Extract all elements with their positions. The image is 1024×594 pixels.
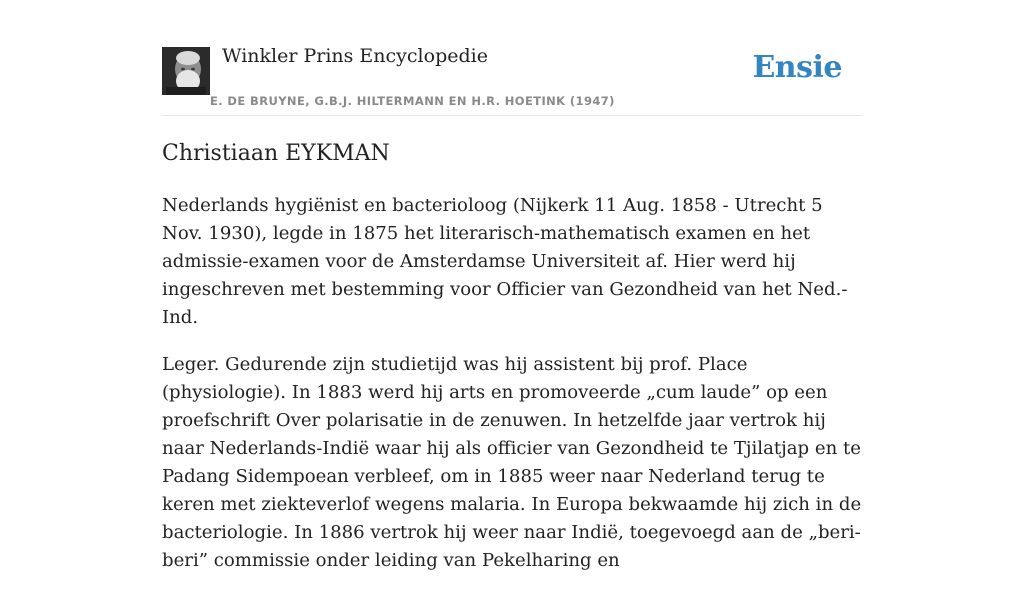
site-subtitle: E. DE BRUYNE, G.B.J. HILTERMANN EN H.R. HOETINK (1947) [210, 94, 615, 108]
author-portrait-icon [162, 47, 210, 95]
ensie-logo[interactable]: Ensie [752, 50, 842, 85]
site-title[interactable]: Winkler Prins Encyclopedie [222, 45, 488, 67]
article-paragraph: Leger. Gedurende zijn studietijd was hij assistent bij prof. Place (physiologie). In 1883 werd hij arts en promoveerde „cum laude” op een proefschrift Over polarisatie in de zenuwen. In hetzelfde jaar vertrok hij naar Nederlands-Indië waar hij als officier van Gezondheid te Tjilatjap en te Padang Sidempoean verbleef, om in 1885 weer naar Nederland terug te keren met ziekteverlof wegens malaria. In Europa bekwaamde hij zich in de bacteriologie. In 1886 vertrok hij weer naar Indië, toegevoegd aan de „beri-beri” commissie onder leiding van Pekelharing en [162, 354, 862, 571]
content-column [162, 0, 862, 571]
article-body [162, 192, 862, 594]
author-avatar[interactable] [162, 47, 210, 95]
article-paragraph: Nederlands hygiënist en bacterioloog (Nijkerk 11 Aug. 1858 - Utrecht 5 Nov. 1930), legde in 1875 het literarisch-mathematisch examen en het admissie-examen voor de Amsterdamse Universiteit af. Hier werd hij ingeschreven met bestemming voor Officier van Gezondheid van het Ned.-Ind. [162, 195, 848, 328]
header [162, 0, 862, 116]
article-title: Christiaan EYKMAN [162, 141, 390, 166]
